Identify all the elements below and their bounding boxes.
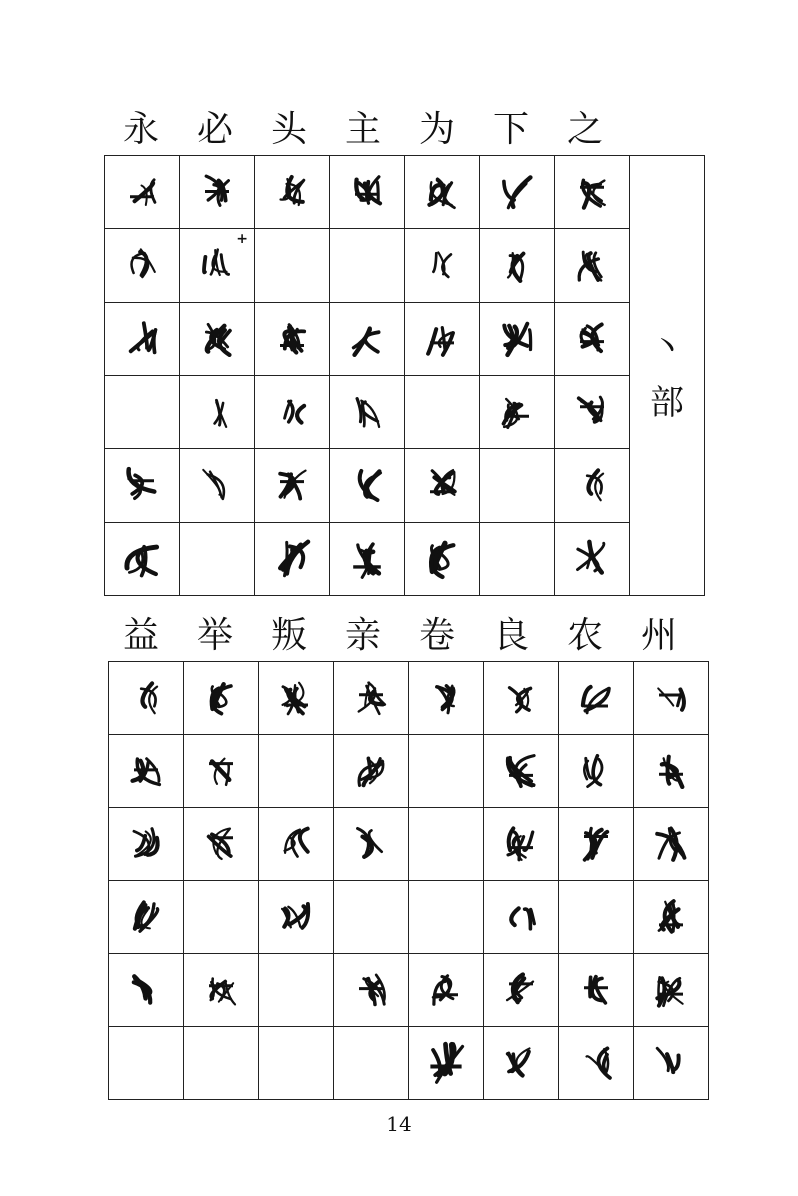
seal-script-glyph [572, 245, 612, 285]
glyph-cell [180, 522, 255, 595]
glyph-cell [480, 522, 555, 595]
seal-script-glyph [126, 897, 166, 937]
section1-header-character-5: 下 [492, 109, 529, 150]
glyph-cell [334, 662, 409, 735]
glyph-cell [184, 808, 259, 881]
glyph-cell [555, 229, 630, 302]
glyph-cell [109, 808, 184, 881]
seal-script-glyph [497, 392, 537, 432]
glyph-cell [255, 375, 330, 448]
glyph-cell [259, 881, 334, 954]
seal-script-glyph [420, 1037, 472, 1089]
seal-script-glyph [126, 970, 166, 1010]
seal-script-glyph [126, 751, 166, 791]
glyph-cell [405, 375, 480, 448]
glyph-cell [484, 735, 559, 808]
glyph-cell [409, 881, 484, 954]
table-row [105, 302, 705, 375]
seal-script-glyph [122, 172, 162, 212]
seal-script-glyph [501, 751, 541, 791]
section2-header-character-1: 举 [196, 615, 233, 656]
glyph-cell [634, 808, 709, 881]
seal-script-glyph [651, 824, 691, 864]
glyph-cell [409, 735, 484, 808]
glyph-cell [330, 522, 405, 595]
section2-header-character-6: 农 [566, 615, 603, 656]
glyph-cell [484, 954, 559, 1027]
seal-script-glyph [126, 824, 166, 864]
glyph-cell [330, 156, 405, 229]
table-row [105, 375, 705, 448]
seal-script-glyph [576, 678, 616, 718]
seal-script-glyph [347, 319, 387, 359]
section2-header-character-0: 益 [122, 615, 159, 656]
glyph-cell [334, 954, 409, 1027]
glyph-cell [105, 229, 180, 302]
glyph-cell [405, 156, 480, 229]
seal-script-glyph [576, 1043, 616, 1083]
glyph-cell [259, 662, 334, 735]
glyph-cell [255, 156, 330, 229]
glyph-cell [634, 662, 709, 735]
seal-script-glyph [419, 536, 465, 582]
glyph-cell [105, 522, 180, 595]
section2-header-character-2: 叛 [270, 615, 307, 656]
seal-script-glyph [347, 392, 387, 432]
seal-script-glyph [501, 678, 541, 718]
seal-script-glyph [276, 824, 316, 864]
seal-script-glyph [276, 897, 316, 937]
seal-script-glyph [351, 824, 391, 864]
seal-script-glyph [122, 465, 162, 505]
seal-script-glyph [501, 1043, 541, 1083]
seal-script-glyph [126, 678, 166, 718]
glyph-cell [555, 375, 630, 448]
section2-header-character-4: 卷 [418, 615, 455, 656]
table-row [109, 735, 709, 808]
glyph-cell [255, 449, 330, 522]
glyph-cell [555, 302, 630, 375]
glyph-cell [555, 522, 630, 595]
glyph-cell [409, 808, 484, 881]
seal-script-glyph [501, 970, 541, 1010]
seal-script-glyph [422, 245, 462, 285]
glyph-cell [409, 1027, 484, 1100]
radical-mark: 丶 [650, 328, 684, 369]
seal-script-glyph [122, 319, 162, 359]
seal-script-glyph [422, 319, 462, 359]
seal-script-glyph [197, 465, 237, 505]
seal-script-glyph [347, 465, 387, 505]
glyph-cell [184, 881, 259, 954]
glyph-cell [555, 449, 630, 522]
radical-label: 部 [650, 382, 684, 423]
glyph-cell [480, 156, 555, 229]
page-number: 14 [386, 1112, 412, 1136]
seal-script-glyph [651, 751, 691, 791]
seal-script-glyph [651, 678, 691, 718]
seal-script-glyph [497, 319, 537, 359]
glyph-cell [634, 1027, 709, 1100]
seal-script-glyph [422, 465, 462, 505]
section1-glyph-table [104, 155, 705, 596]
seal-script-glyph [572, 392, 612, 432]
seal-script-glyph [276, 678, 316, 718]
glyph-cell [184, 735, 259, 808]
glyph-cell [334, 808, 409, 881]
seal-script-glyph [272, 172, 312, 212]
glyph-cell [484, 1027, 559, 1100]
seal-script-glyph [576, 970, 616, 1010]
section1-header-character-3: 主 [344, 109, 381, 150]
glyph-cell [184, 1027, 259, 1100]
glyph-cell [484, 808, 559, 881]
section2-glyph-table [108, 661, 709, 1100]
seal-script-glyph [569, 536, 615, 582]
glyph-cell [334, 1027, 409, 1100]
glyph-cell [480, 449, 555, 522]
seal-script-glyph [422, 172, 462, 212]
glyph-cell [559, 735, 634, 808]
glyph-cell [105, 302, 180, 375]
glyph-cell [330, 449, 405, 522]
seal-script-glyph [497, 172, 537, 212]
glyph-cell [109, 1027, 184, 1100]
glyph-cell [559, 954, 634, 1027]
section1-header-character-6: 之 [566, 109, 603, 150]
glyph-cell [330, 375, 405, 448]
glyph-cell [405, 449, 480, 522]
seal-script-glyph [272, 465, 312, 505]
glyph-cell [405, 522, 480, 595]
glyph-cell [330, 302, 405, 375]
glyph-cell [180, 449, 255, 522]
glyph-cell [180, 156, 255, 229]
seal-script-glyph [197, 392, 237, 432]
seal-script-glyph [201, 970, 241, 1010]
seal-script-glyph [501, 824, 541, 864]
table-row [109, 881, 709, 954]
seal-script-glyph [347, 172, 387, 212]
seal-script-glyph [201, 751, 241, 791]
table-row [109, 954, 709, 1027]
seal-script-glyph [201, 824, 241, 864]
table-row [105, 522, 705, 595]
seal-script-glyph [201, 678, 241, 718]
seal-script-glyph [572, 465, 612, 505]
glyph-cell [255, 302, 330, 375]
section1-header-character-2: 头 [270, 109, 307, 150]
seal-script-glyph [351, 678, 391, 718]
glyph-cell [255, 522, 330, 595]
glyph-cell [559, 881, 634, 954]
glyph-cell [184, 954, 259, 1027]
glyph-cell [480, 229, 555, 302]
seal-script-glyph [269, 536, 315, 582]
radical-column [630, 156, 705, 596]
glyph-cell [330, 229, 405, 302]
section2-header-character-7: 州 [640, 615, 677, 656]
glyph-cell [484, 662, 559, 735]
table-row [109, 1027, 709, 1100]
glyph-cell [634, 881, 709, 954]
glyph-cell [259, 954, 334, 1027]
seal-script-glyph [501, 897, 541, 937]
table-row [105, 449, 705, 522]
glyph-cell [109, 735, 184, 808]
seal-script-glyph [272, 319, 312, 359]
glyph-cell [634, 735, 709, 808]
section2-header-character-3: 亲 [344, 615, 381, 656]
glyph-cell [559, 662, 634, 735]
seal-script-glyph [272, 392, 312, 432]
section1-header-character-0: 永 [122, 109, 159, 150]
seal-script-glyph [197, 319, 237, 359]
seal-script-glyph [651, 897, 691, 937]
seal-script-glyph [576, 824, 616, 864]
glyph-cell [334, 881, 409, 954]
section2-header-character-5: 良 [492, 615, 529, 656]
glyph-cell [180, 229, 255, 302]
glyph-cell [184, 662, 259, 735]
seal-script-glyph [426, 970, 466, 1010]
glyph-cell [559, 1027, 634, 1100]
section2-header [104, 615, 696, 656]
glyph-cell [259, 735, 334, 808]
section1-header-character-4: 为 [418, 109, 455, 150]
section1-header [104, 109, 622, 150]
seal-script-glyph [572, 319, 612, 359]
glyph-cell [259, 1027, 334, 1100]
glyph-cell [180, 375, 255, 448]
table-row [105, 229, 705, 302]
section1-header-character-1: 必 [196, 109, 233, 150]
table-row [105, 156, 705, 229]
glyph-cell [105, 156, 180, 229]
glyph-cell [334, 735, 409, 808]
glyph-cell [109, 881, 184, 954]
seal-script-glyph [119, 536, 165, 582]
seal-script-glyph [351, 751, 391, 791]
glyph-cell [105, 375, 180, 448]
seal-script-glyph [576, 751, 616, 791]
seal-script-glyph [122, 245, 162, 285]
supplement-mark: + [236, 231, 248, 248]
glyph-cell [405, 302, 480, 375]
seal-script-glyph [651, 970, 691, 1010]
glyph-cell [484, 881, 559, 954]
seal-script-glyph [426, 678, 466, 718]
glyph-cell [405, 229, 480, 302]
glyph-cell [409, 954, 484, 1027]
seal-script-glyph [651, 1043, 691, 1083]
glyph-cell [109, 662, 184, 735]
glyph-cell [559, 808, 634, 881]
table-row [109, 808, 709, 881]
glyph-cell [555, 156, 630, 229]
seal-script-glyph [351, 970, 391, 1010]
table-row [109, 662, 709, 735]
glyph-cell [634, 954, 709, 1027]
seal-script-glyph [197, 172, 237, 212]
seal-script-glyph [572, 172, 612, 212]
seal-script-glyph [197, 245, 237, 285]
seal-script-glyph [344, 536, 390, 582]
seal-script-glyph [497, 245, 537, 285]
glyph-cell [409, 662, 484, 735]
glyph-cell [259, 808, 334, 881]
glyph-cell [105, 449, 180, 522]
glyph-cell [480, 302, 555, 375]
glyph-cell [480, 375, 555, 448]
glyph-cell [109, 954, 184, 1027]
glyph-cell [180, 302, 255, 375]
glyph-cell [255, 229, 330, 302]
